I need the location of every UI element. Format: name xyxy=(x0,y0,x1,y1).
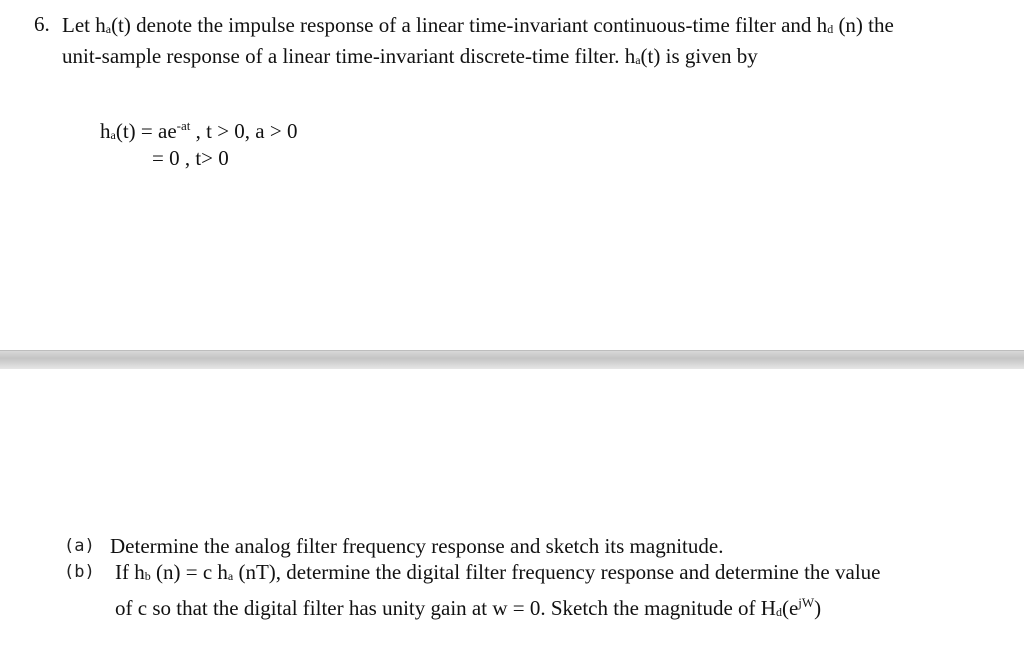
equation-line-2: = 0 , t> 0 xyxy=(152,146,229,170)
page-divider xyxy=(0,350,1024,370)
part-a-text: Determine the analog filter frequency response and sketch its magnitude. xyxy=(110,534,724,558)
part-b-text: If hb (n) = c ha (nT), determine the digital filter frequency response and determine the value of c so that the digital filter has unity gain at w = 0. Sketch the magnitude of $Hd(e^{jW})$ xyxy=(115,560,881,620)
question-text: Let ha(t) denote the impulse response of a linear time-invariant continuous-time filter and hd (n) the unit-sample response of a linear time-invariant discrete-time filter. ha(t) is given by xyxy=(62,13,894,68)
part-b-label: (b) xyxy=(64,562,95,582)
equation-line-1: $ha(t) = ae^{-at}$ , t > 0, a > 0 xyxy=(100,118,298,143)
part-a-label: (a) xyxy=(64,536,95,556)
question-number: 6. xyxy=(34,12,50,36)
